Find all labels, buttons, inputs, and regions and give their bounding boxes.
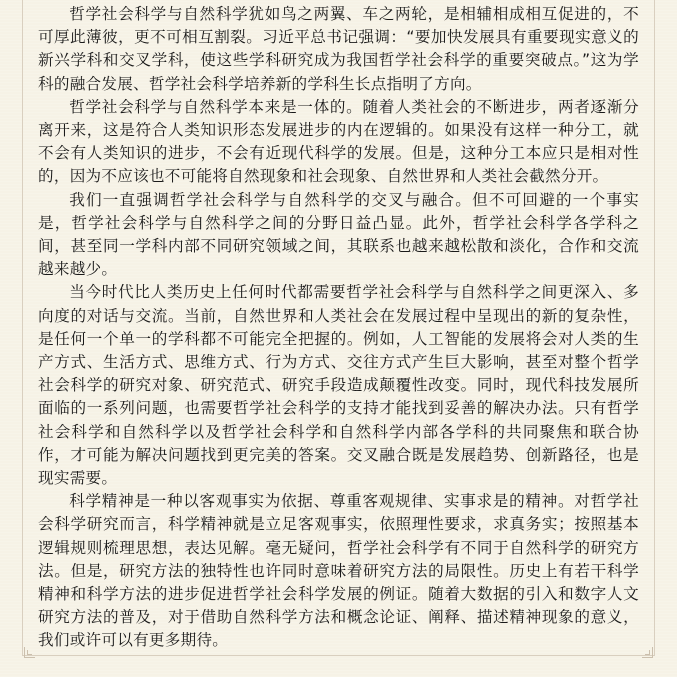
paragraph: 哲学社会科学与自然科学本来是一体的。随着人类社会的不断进步，两者逐渐分离开来，这是符合人类知识形态发展进步的内在逻辑的。如果没有这样一种分工，就不会有人类知识的进步，不会有近现代科学的发展。但是，这种分工本应只是相对性的，因为不应该也不可能将自然现象和社会现象、自然世界和人类社会截然分开。: [38, 97, 639, 186]
corner-ornament-icon: [24, 647, 35, 658]
corner-ornament-icon: [642, 647, 653, 658]
paragraph: 当今时代比人类历史上任何时代都需要哲学社会科学与自然科学之间更深入、多向度的对话与交流。当前，自然世界和人类社会在发展过程中呈现出的新的复杂性，是任何一个单一的学科都不可能完全把握的。例如，人工智能的发展将会对人类的生产方式、生活方式、思维方式、行为方式、交往方式产生巨大影响，甚至对整个哲学社会科学的研究对象、研究范式、研究手段造成颠覆性改变。同时，现代科技发展所面临的一系列问题，也需要哲学社会科学的支持才能找到妥善的解决办法。只有哲学社会科学和自然科学以及哲学社会科学和自然科学内部各学科的共同聚焦和联合协作，才可能为解决问题找到更完美的答案。交叉融合既是发展趋势、创新路径，也是现实需要。: [38, 283, 639, 488]
paragraph: 哲学社会科学与自然科学犹如鸟之两翼、车之两轮，是相辅相成相互促进的，不可厚此薄彼，更不可相互割裂。习近平总书记强调：“要加快发展具有重要现实意义的新兴学科和交叉学科，使这些学科研究成为我国哲学社会科学的重要突破点。”这为学科的融合发展、哲学社会科学培养新的学科生长点指明了方向。: [38, 5, 639, 93]
paragraph: 科学精神是一种以客观事实为依据、尊重客观规律、实事求是的精神。对哲学社会科学研究而言，科学精神就是立足客观事实，依照理性要求，求真务实；按照基本逻辑规则梳理思想，表达见解。毫无疑问，哲学社会科学有不同于自然科学的研究方法。但是，研究方法的独特性也许同时意味着研究方法的局限性。历史上有若干科学精神和科学方法的进步促进哲学社会科学发展的例证。随着大数据的引入和数字人文研究方法的普及，对于借助自然科学方法和概念论证、阐释、描述精神现象的意义，我们或许可以有更多期待。: [38, 492, 639, 650]
article-body: [38, 3, 639, 653]
frame-left-border: [22, 0, 23, 655]
frame-bottom-border: [22, 655, 655, 656]
frame-right-border: [654, 0, 655, 655]
paragraph: 我们一直强调哲学社会科学与自然科学的交叉与融合。但不可回避的一个事实是，哲学社会科学与自然科学之间的分野日益凸显。此外，哲学社会科学各学科之间，甚至同一学科内部不同研究领域之间，其联系也越来越松散和淡化，合作和交流越来越少。: [38, 190, 639, 279]
